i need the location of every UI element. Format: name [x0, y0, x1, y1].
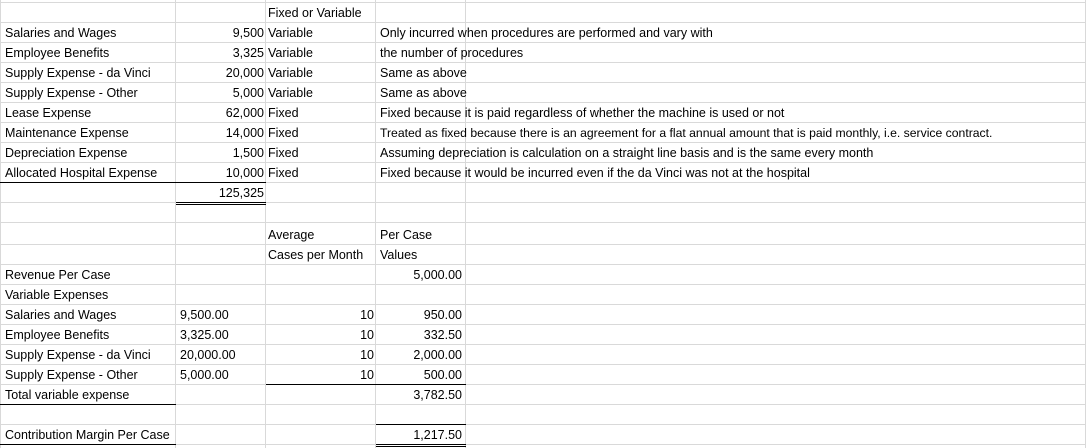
expense-name: Depreciation Expense — [5, 146, 128, 160]
expense-name: Employee Benefits — [5, 46, 110, 60]
cases-per-month-header: Cases per Month — [268, 248, 364, 262]
total-variable-value: 3,782.50 — [413, 388, 462, 402]
expense-amount: 3,325 — [232, 46, 264, 60]
expense-note: Fixed because it would be incurred even if the da Vinci was not at the hospital — [380, 166, 810, 180]
variable-per-case: 332.50 — [423, 328, 462, 342]
expense-name: Supply Expense - da Vinci — [5, 66, 151, 80]
expenses-total: 125,325 — [218, 186, 264, 200]
variable-per-case: 950.00 — [423, 308, 462, 322]
expense-name: Lease Expense — [5, 106, 92, 120]
values-header: Values — [380, 248, 418, 262]
variable-name: Salaries and Wages — [5, 308, 117, 322]
expense-note: the number of procedures — [380, 46, 524, 60]
variable-amount: 20,000.00 — [180, 348, 236, 362]
variable-amount: 9,500.00 — [180, 308, 229, 322]
name-cell-border — [0, 182, 176, 183]
variable-cases: 10 — [360, 308, 374, 322]
expense-type: Fixed — [268, 146, 299, 160]
expense-type: Fixed — [268, 126, 299, 140]
expense-amount: 9,500 — [232, 26, 264, 40]
variable-cases: 10 — [360, 348, 374, 362]
expense-note: Treated as fixed because there is an agreement for a flat annual amount that is paid monthly, i.e. service contract. — [380, 126, 993, 140]
fixed-or-variable-header: Fixed or Variable — [268, 6, 362, 20]
revenue-value: 5,000.00 — [413, 268, 462, 282]
expense-name: Maintenance Expense — [5, 126, 129, 140]
expense-name: Supply Expense - Other — [5, 86, 138, 100]
expense-name: Salaries and Wages — [5, 26, 117, 40]
expense-name: Allocated Hospital Expense — [5, 166, 158, 180]
expense-amount: 14,000 — [225, 126, 264, 140]
variable-per-case: 2,000.00 — [413, 348, 462, 362]
expense-amount: 62,000 — [225, 106, 264, 120]
variable-name: Supply Expense - Other — [5, 368, 138, 382]
expense-type: Fixed — [268, 166, 299, 180]
variable-amount: 3,325.00 — [180, 328, 229, 342]
cases-bottom-border — [266, 384, 376, 385]
margin-double-underline — [376, 444, 466, 447]
variable-cases: 10 — [360, 328, 374, 342]
total-double-underline — [176, 202, 266, 205]
expense-amount: 20,000 — [225, 66, 264, 80]
total-label-border — [0, 404, 176, 405]
expense-type: Variable — [268, 86, 313, 100]
expense-type: Fixed — [268, 106, 299, 120]
contribution-margin-label: Contribution Margin Per Case — [5, 428, 170, 442]
variable-amount: 5,000.00 — [180, 368, 229, 382]
variable-name: Employee Benefits — [5, 328, 110, 342]
total-variable-label: Total variable expense — [5, 388, 130, 402]
expense-note: Assuming depreciation is calculation on a straight line basis and is the same every month — [380, 146, 874, 160]
revenue-label: Revenue Per Case — [5, 268, 111, 282]
margin-label-border — [0, 444, 176, 445]
expense-note: Same as above — [380, 66, 467, 80]
expense-note: Only incurred when procedures are performed and vary with — [380, 26, 713, 40]
expense-amount: 5,000 — [232, 86, 264, 100]
average-header: Average — [268, 228, 315, 242]
variable-name: Supply Expense - da Vinci — [5, 348, 151, 362]
expense-type: Variable — [268, 66, 313, 80]
variable-expenses-label: Variable Expenses — [5, 288, 109, 302]
expense-amount: 10,000 — [225, 166, 264, 180]
expense-note: Fixed because it is paid regardless of whether the machine is used or not — [380, 106, 785, 120]
expense-note: Same as above — [380, 86, 467, 100]
expense-type: Variable — [268, 26, 313, 40]
per-case-header: Per Case — [380, 228, 433, 242]
variable-per-case: 500.00 — [423, 368, 462, 382]
variable-cases: 10 — [360, 368, 374, 382]
contribution-margin-value: 1,217.50 — [413, 428, 462, 442]
expense-type: Variable — [268, 46, 313, 60]
expense-amount: 1,500 — [232, 146, 264, 160]
